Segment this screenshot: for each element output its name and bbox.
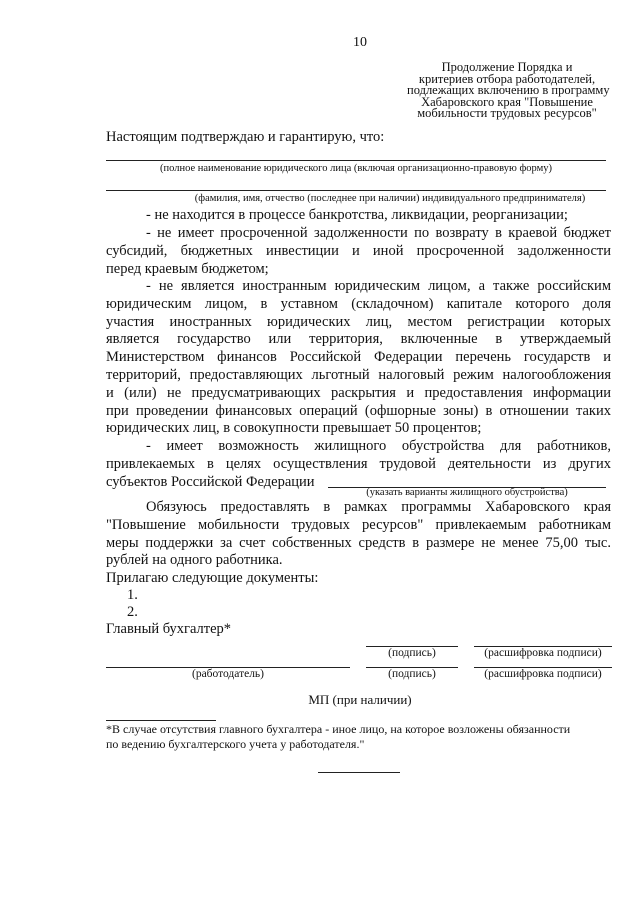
text-line: "Повышение мобильности трудовых ресурсов" привлекаемым работникам (106, 516, 611, 533)
text-line: юридическим лицом, в уставном (складочном) капитале которого доля (106, 295, 611, 312)
header-line: подлежащих включению в программу (407, 83, 610, 97)
attachment-item-1: 1. (127, 587, 138, 603)
header-line: Хабаровского края "Повышение (421, 94, 593, 109)
header-line: мобильности трудовых ресурсов" (417, 106, 597, 120)
attachment-item-2: 2. (127, 604, 138, 620)
footnote-separator (106, 720, 216, 721)
text-line: меры поддержки за счет собственных средств в размере не менее 75,00 тыс. (106, 534, 611, 551)
text-line: и (или) не предусматривающих раскрытия и предоставления информации (106, 384, 611, 401)
caption-signature: (подпись) (388, 647, 436, 659)
caption-housing: (указать варианты жилищного обустройства) (366, 487, 568, 498)
text-line: субсидий, бюджетных инвестиции и иной просроченной задолженности (106, 242, 611, 259)
caption-signature: (подпись) (388, 668, 436, 680)
page-number: 10 (353, 35, 367, 50)
attachments-title: Прилагаю следующие документы: (106, 570, 319, 586)
text-line: - не является иностранным юридическим лицом, а также российским (146, 278, 611, 294)
text-line: территорий, предоставляющих льготный налоговый режим налогообложения (106, 366, 611, 383)
text-line: - имеет возможность жилищного обустройства для работников, (146, 438, 611, 454)
footnote-line: *В случае отсутствия главного бухгалтера - иное лицо, на которое возложены обязанности (106, 722, 571, 736)
condition-bankruptcy: - не находится в процессе банкротства, ликвидации, реорганизации; (146, 207, 568, 223)
header-line: критериев отбора работодателей, (418, 71, 596, 86)
footnote-line: по ведению бухгалтерского учета у работодателя." (106, 737, 365, 751)
caption-entrepreneur: (фамилия, имя, отчество (последнее при наличии) индивидуального предпринимателя) (194, 193, 586, 204)
text-line: рублей на одного работника. (106, 552, 283, 569)
text-line: при проведении финансовых операций (офшорные зоны) в отношении таких (106, 402, 611, 419)
text-line: перед краевым бюджетом; (106, 260, 269, 277)
text-line: Министерством финансов Российской Федерации перечень государств и (106, 349, 611, 366)
text-line: юридических лиц, в совокупности превышает 50 процентов; (106, 420, 482, 437)
entrepreneur-line (106, 190, 606, 191)
caption-employer: (работодатель) (191, 668, 265, 680)
condition-foreign (106, 278, 611, 438)
header-line: Продолжение Порядка и (441, 60, 573, 74)
caption-decoding: (расшифровка подписи) (484, 668, 602, 680)
text-line: Обязуюсь предоставлять в рамках программы Хабаровского края (146, 499, 611, 515)
footnote (106, 722, 570, 752)
condition-housing (106, 438, 611, 491)
chief-accountant-label: Главный бухгалтер* (106, 621, 232, 637)
text-line: является государство или территория, включенные в утверждаемый (106, 331, 611, 348)
text-line: привлекаемых в целях осуществления трудовой деятельности из других (106, 455, 611, 472)
intro-text: Настоящим подтверждаю и гарантирую, что: (106, 129, 385, 145)
legal-entity-line (106, 160, 606, 161)
text-line: - не имеет просроченной задолженности по возврату в краевой бюджет (146, 225, 611, 241)
header-block (407, 60, 610, 120)
condition-debt (106, 225, 611, 278)
caption-legal-entity: (полное наименование юридического лица (включая организационно-правовую форму) (159, 163, 552, 174)
text-line: субъектов Российской Федерации (106, 473, 315, 490)
end-rule (318, 772, 400, 773)
text-line: участия иностранных юридических лиц, местом регистрации которых (106, 313, 611, 330)
caption-decoding: (расшифровка подписи) (484, 647, 602, 659)
obligation-paragraph (106, 499, 611, 570)
stamp-label: МП (при наличии) (308, 692, 412, 707)
